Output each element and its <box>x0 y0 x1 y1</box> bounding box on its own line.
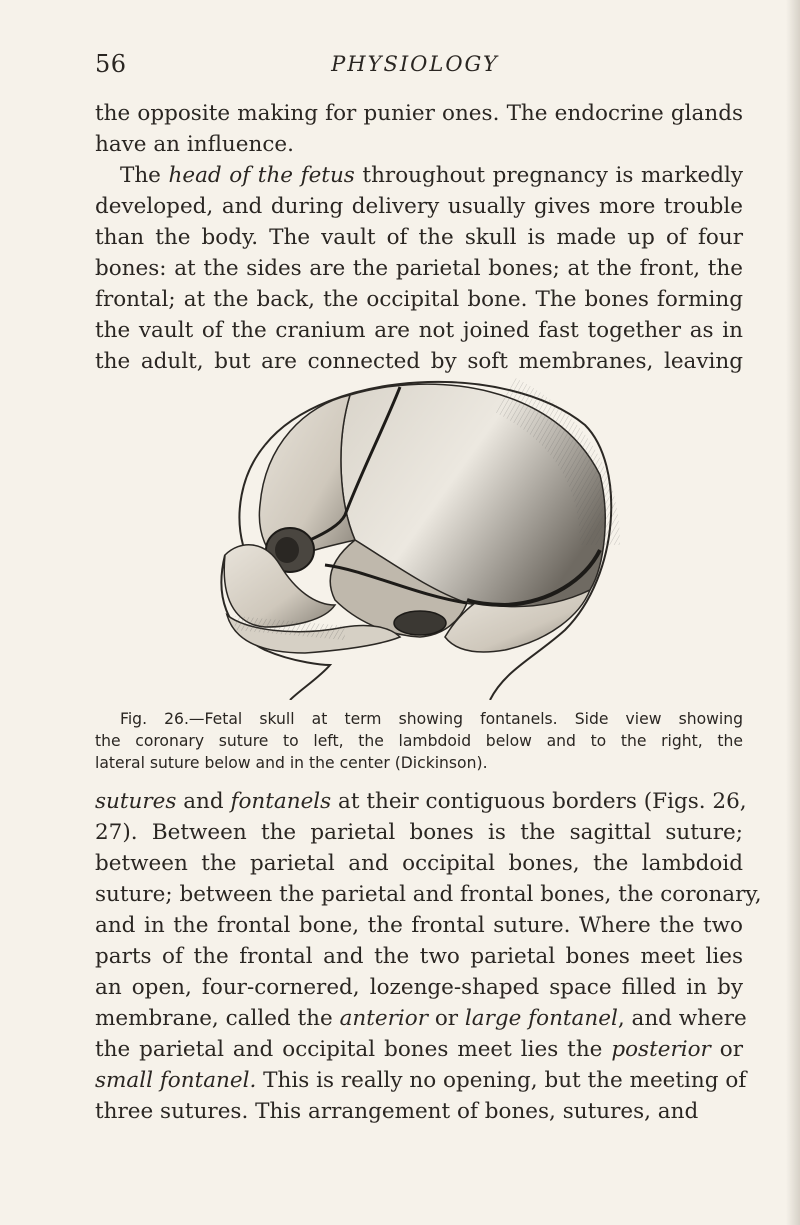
text-line: the opposite making for punier ones. The endocrine glands <box>95 101 743 126</box>
text-span: throughout pregnancy is markedly <box>354 163 744 188</box>
italic-term: head of the fetus <box>168 163 355 188</box>
text-line: three sutures. This arrangement of bones, sutures, and <box>95 1099 699 1124</box>
body-text-top <box>95 98 743 377</box>
page-edge-shadow <box>786 0 800 1225</box>
text-span: , and where <box>617 1006 747 1031</box>
text-line: bones: at the sides are the parietal bones; at the front, the <box>95 256 743 281</box>
text-line: the vault of the cranium are not joined fast together as in <box>95 318 743 343</box>
italic-term: fontanels <box>230 789 332 814</box>
text-line: 27). Between the parietal bones is the sagittal suture; <box>95 820 743 845</box>
italic-term: sutures <box>95 789 177 814</box>
text-line <box>95 160 743 191</box>
text-span: membrane, called the <box>95 1006 340 1031</box>
caption-line: lateral suture below and in the center (Dickinson). <box>95 754 488 772</box>
text-line: suture; between the parietal and frontal bones, the coronary, <box>95 882 762 907</box>
text-span: and <box>176 789 231 814</box>
text-line: and in the frontal bone, the frontal suture. Where the two <box>95 913 743 938</box>
ear-region <box>394 611 446 635</box>
text-line <box>95 786 747 817</box>
text-line: than the body. The vault of the skull is made up of four <box>95 225 743 250</box>
text-span: or <box>710 1037 743 1062</box>
text-line: an open, four-cornered, lozenge-shaped space filled in by <box>95 975 743 1000</box>
text-line: between the parietal and occipital bones, the lambdoid <box>95 851 743 876</box>
text-span: The <box>120 163 169 188</box>
text-line: frontal; at the back, the occipital bone. The bones forming <box>95 287 743 312</box>
figure-caption <box>95 708 743 774</box>
caption-line: Fig. 26.—Fetal skull at term showing fontanels. Side view showing <box>120 710 743 728</box>
text-line <box>95 1034 743 1065</box>
text-span: at their contiguous borders (Figs. 26, <box>331 789 747 814</box>
running-head: PHYSIOLOGY <box>331 52 499 76</box>
caption-line: the coronary suture to left, the lambdoid below and to the right, the <box>95 732 743 750</box>
text-line: the adult, but are connected by soft membranes, leaving <box>95 349 743 374</box>
text-line: developed, and during delivery usually gives more trouble <box>95 194 743 219</box>
page-header <box>95 50 735 84</box>
italic-term: anterior <box>339 1006 428 1031</box>
italic-term: small fontanel. <box>95 1068 257 1093</box>
text-span: This is really no opening, but the meeting of <box>256 1068 747 1093</box>
text-line: parts of the frontal and the two parietal bones meet lies <box>95 944 743 969</box>
text-line: have an influence. <box>95 132 294 157</box>
text-span: or <box>427 1006 465 1031</box>
fetal-skull-illustration <box>205 365 625 700</box>
text-line <box>95 1003 747 1034</box>
page-number: 56 <box>95 50 127 78</box>
text-span: the parietal and occipital bones meet lies the <box>95 1037 612 1062</box>
italic-term: large fontanel <box>464 1006 618 1031</box>
body-text-bottom <box>95 786 762 1127</box>
italic-term: posterior <box>611 1037 711 1062</box>
text-line <box>95 1065 747 1096</box>
